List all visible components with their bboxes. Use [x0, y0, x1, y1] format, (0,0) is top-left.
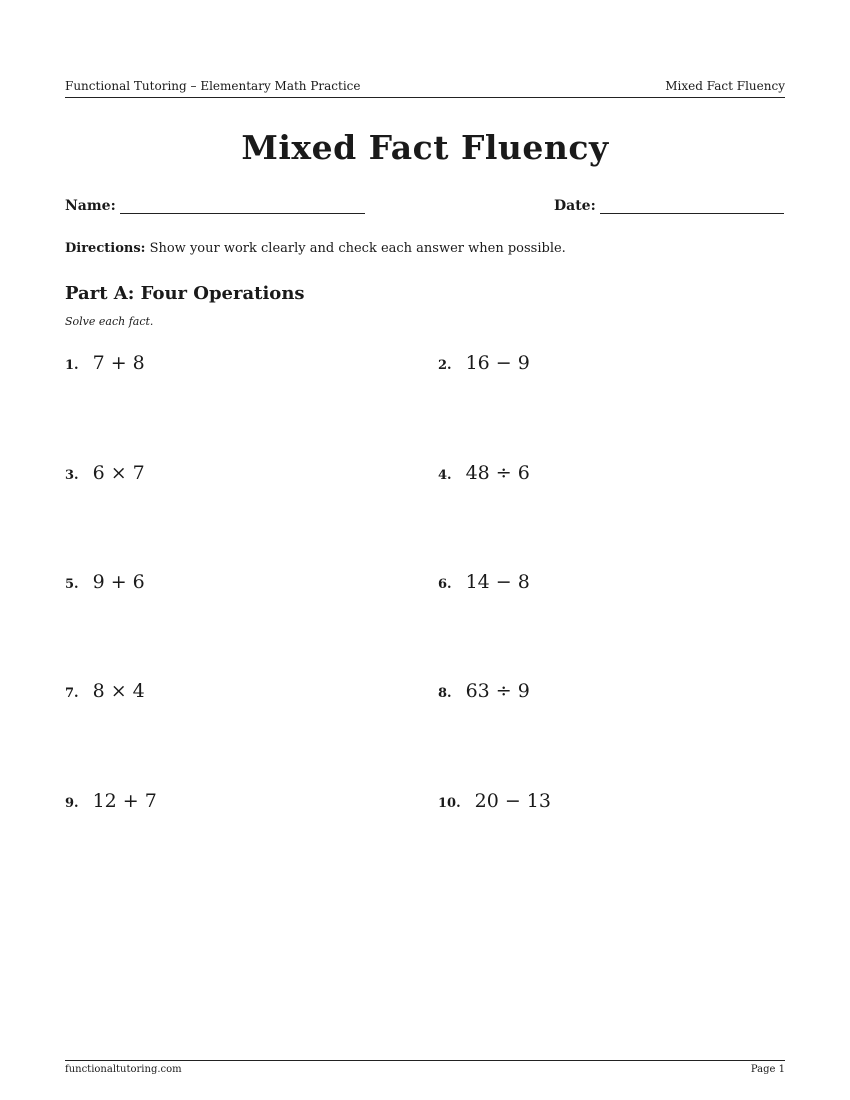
directions — [65, 241, 566, 256]
problem-2 — [438, 352, 530, 378]
problem-number: 9. — [65, 796, 79, 811]
date-line[interactable] — [600, 199, 784, 214]
date-label: Date: — [554, 198, 596, 214]
problem-6 — [438, 571, 530, 597]
problem-number: 5. — [65, 577, 79, 592]
problem-expression: 63 ÷ 9 — [465, 680, 530, 702]
name-line[interactable] — [120, 199, 365, 214]
problem-number: 7. — [65, 686, 79, 701]
problem-expression: 8 × 4 — [92, 680, 145, 702]
problem-1 — [65, 352, 145, 378]
problem-3 — [65, 462, 145, 488]
problem-expression: 48 ÷ 6 — [465, 462, 530, 484]
date-field[interactable] — [554, 198, 784, 214]
name-field[interactable] — [65, 198, 365, 214]
problem-7 — [65, 680, 145, 706]
problem-expression: 12 + 7 — [92, 790, 157, 812]
footer-page-number: Page 1 — [750, 1064, 785, 1075]
header-right-text: Mixed Fact Fluency — [665, 79, 785, 93]
problem-10 — [438, 790, 551, 816]
problem-number: 8. — [438, 686, 452, 701]
problem-number: 4. — [438, 468, 452, 483]
problem-number: 6. — [438, 577, 452, 592]
page-header — [65, 77, 785, 98]
problem-number: 3. — [65, 468, 79, 483]
name-label: Name: — [65, 198, 116, 214]
part-a-subtitle: Solve each fact. — [65, 315, 154, 328]
directions-label: Directions: — [65, 241, 146, 256]
footer-site[interactable]: functionaltutoring.com — [65, 1064, 182, 1075]
problem-4 — [438, 462, 530, 488]
problem-9 — [65, 790, 157, 816]
part-a-title: Part A: Four Operations — [65, 283, 305, 304]
problem-number: 2. — [438, 358, 452, 373]
problem-expression: 14 − 8 — [465, 571, 530, 593]
header-left-text: Functional Tutoring – Elementary Math Practice — [65, 79, 361, 93]
page-footer — [65, 1060, 785, 1075]
problem-expression: 16 − 9 — [465, 352, 530, 374]
problem-5 — [65, 571, 145, 597]
problem-expression: 9 + 6 — [92, 571, 145, 593]
problem-number: 10. — [438, 796, 461, 811]
problem-expression: 20 − 13 — [474, 790, 551, 812]
directions-text: Show your work clearly and check each answer when possible. — [149, 241, 566, 256]
problem-8 — [438, 680, 530, 706]
problem-number: 1. — [65, 358, 79, 373]
page-title: Mixed Fact Fluency — [241, 128, 609, 167]
problem-expression: 6 × 7 — [92, 462, 145, 484]
problem-expression: 7 + 8 — [92, 352, 145, 374]
